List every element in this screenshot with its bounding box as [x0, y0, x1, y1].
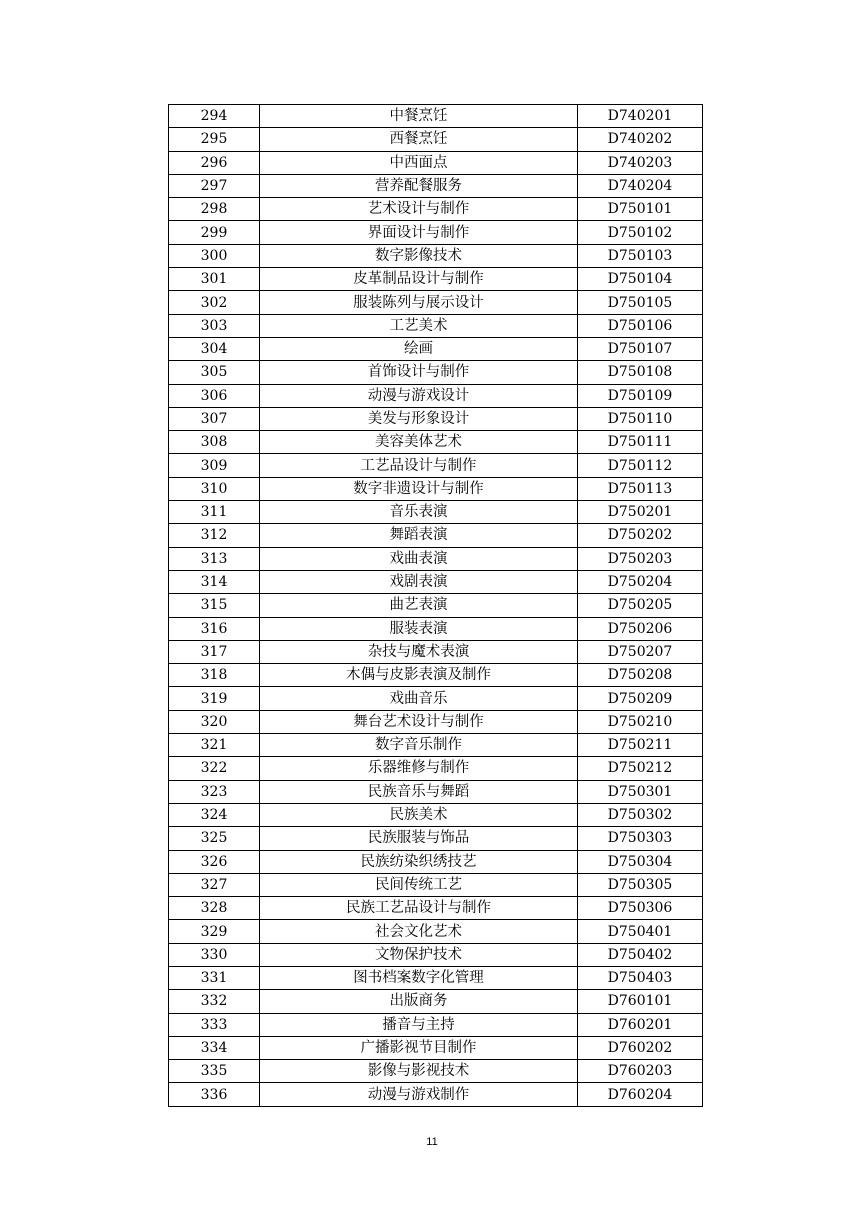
table-row — [169, 477, 703, 500]
table-row — [169, 431, 703, 454]
row-number-cell: 314 — [169, 570, 260, 593]
major-name-cell: 绘画 — [260, 337, 578, 360]
row-number-cell: 308 — [169, 431, 260, 454]
major-name-cell: 动漫与游戏制作 — [260, 1083, 578, 1106]
table-row — [169, 221, 703, 244]
major-code-cell: D750206 — [578, 617, 703, 640]
row-number-cell: 311 — [169, 501, 260, 524]
row-number-cell: 330 — [169, 943, 260, 966]
table-row — [169, 337, 703, 360]
row-number-cell: 296 — [169, 151, 260, 174]
table-row — [169, 873, 703, 896]
major-code-cell: D750204 — [578, 570, 703, 593]
major-name-cell: 杂技与魔术表演 — [260, 640, 578, 663]
major-name-cell: 美发与形象设计 — [260, 407, 578, 430]
major-name-cell: 艺术设计与制作 — [260, 198, 578, 221]
major-code-cell: D750306 — [578, 897, 703, 920]
table-row — [169, 570, 703, 593]
major-name-cell: 服装表演 — [260, 617, 578, 640]
major-code-table — [168, 104, 703, 1107]
table-row — [169, 1083, 703, 1106]
major-code-cell: D750205 — [578, 594, 703, 617]
row-number-cell: 304 — [169, 337, 260, 360]
major-name-cell: 戏曲音乐 — [260, 687, 578, 710]
major-code-cell: D750304 — [578, 850, 703, 873]
table-row — [169, 710, 703, 733]
major-code-cell: D750301 — [578, 780, 703, 803]
row-number-cell: 327 — [169, 873, 260, 896]
major-code-cell: D750202 — [578, 524, 703, 547]
major-name-cell: 工艺品设计与制作 — [260, 454, 578, 477]
major-name-cell: 皮革制品设计与制作 — [260, 268, 578, 291]
row-number-cell: 328 — [169, 897, 260, 920]
major-code-cell: D740203 — [578, 151, 703, 174]
table-row — [169, 827, 703, 850]
table-row — [169, 314, 703, 337]
major-name-cell: 音乐表演 — [260, 501, 578, 524]
major-name-cell: 木偶与皮影表演及制作 — [260, 664, 578, 687]
major-code-cell: D750105 — [578, 291, 703, 314]
row-number-cell: 316 — [169, 617, 260, 640]
major-code-cell: D750303 — [578, 827, 703, 850]
table-row — [169, 780, 703, 803]
major-name-cell: 民族工艺品设计与制作 — [260, 897, 578, 920]
major-name-cell: 民族纺染织绣技艺 — [260, 850, 578, 873]
major-code-cell: D750109 — [578, 384, 703, 407]
major-name-cell: 民族音乐与舞蹈 — [260, 780, 578, 803]
major-name-cell: 民间传统工艺 — [260, 873, 578, 896]
row-number-cell: 323 — [169, 780, 260, 803]
table-row — [169, 268, 703, 291]
major-code-cell: D740201 — [578, 105, 703, 128]
major-name-cell: 中西面点 — [260, 151, 578, 174]
major-code-cell: D750210 — [578, 710, 703, 733]
row-number-cell: 300 — [169, 244, 260, 267]
row-number-cell: 295 — [169, 128, 260, 151]
row-number-cell: 299 — [169, 221, 260, 244]
table-body — [169, 105, 703, 1107]
major-name-cell: 营养配餐服务 — [260, 174, 578, 197]
table-row — [169, 501, 703, 524]
major-code-cell: D750212 — [578, 757, 703, 780]
major-name-cell: 数字非遗设计与制作 — [260, 477, 578, 500]
row-number-cell: 302 — [169, 291, 260, 314]
major-code-cell: D760203 — [578, 1060, 703, 1083]
table-row — [169, 198, 703, 221]
table-row — [169, 850, 703, 873]
table-row — [169, 454, 703, 477]
major-code-cell: D760202 — [578, 1036, 703, 1059]
major-code-cell: D750201 — [578, 501, 703, 524]
row-number-cell: 318 — [169, 664, 260, 687]
major-name-cell: 工艺美术 — [260, 314, 578, 337]
row-number-cell: 333 — [169, 1013, 260, 1036]
major-name-cell: 服装陈列与展示设计 — [260, 291, 578, 314]
major-code-cell: D750402 — [578, 943, 703, 966]
table-row — [169, 687, 703, 710]
major-name-cell: 西餐烹饪 — [260, 128, 578, 151]
major-name-cell: 民族美术 — [260, 803, 578, 826]
page-number: 11 — [426, 1136, 438, 1148]
major-name-cell: 播音与主持 — [260, 1013, 578, 1036]
major-name-cell: 数字音乐制作 — [260, 734, 578, 757]
major-name-cell: 曲艺表演 — [260, 594, 578, 617]
table-row — [169, 920, 703, 943]
row-number-cell: 332 — [169, 990, 260, 1013]
major-name-cell: 文物保护技术 — [260, 943, 578, 966]
row-number-cell: 315 — [169, 594, 260, 617]
row-number-cell: 331 — [169, 966, 260, 989]
table-row — [169, 291, 703, 314]
major-name-cell: 戏曲表演 — [260, 547, 578, 570]
row-number-cell: 309 — [169, 454, 260, 477]
major-name-cell: 数字影像技术 — [260, 244, 578, 267]
major-code-cell: D750103 — [578, 244, 703, 267]
table-row — [169, 384, 703, 407]
row-number-cell: 307 — [169, 407, 260, 430]
major-name-cell: 美容美体艺术 — [260, 431, 578, 454]
row-number-cell: 306 — [169, 384, 260, 407]
major-code-cell: D750106 — [578, 314, 703, 337]
major-name-cell: 首饰设计与制作 — [260, 361, 578, 384]
row-number-cell: 324 — [169, 803, 260, 826]
row-number-cell: 312 — [169, 524, 260, 547]
row-number-cell: 297 — [169, 174, 260, 197]
row-number-cell: 301 — [169, 268, 260, 291]
table-row — [169, 524, 703, 547]
table-row — [169, 244, 703, 267]
row-number-cell: 329 — [169, 920, 260, 943]
major-code-cell: D750403 — [578, 966, 703, 989]
row-number-cell: 334 — [169, 1036, 260, 1059]
major-name-cell: 舞蹈表演 — [260, 524, 578, 547]
major-name-cell: 动漫与游戏设计 — [260, 384, 578, 407]
major-code-cell: D740202 — [578, 128, 703, 151]
row-number-cell: 298 — [169, 198, 260, 221]
table-row — [169, 664, 703, 687]
table-row — [169, 966, 703, 989]
table-row — [169, 547, 703, 570]
table-row — [169, 943, 703, 966]
major-name-cell: 民族服装与饰品 — [260, 827, 578, 850]
table-row — [169, 1036, 703, 1059]
major-code-cell: D750113 — [578, 477, 703, 500]
row-number-cell: 326 — [169, 850, 260, 873]
major-code-cell: D750305 — [578, 873, 703, 896]
row-number-cell: 313 — [169, 547, 260, 570]
table-row — [169, 640, 703, 663]
table-row — [169, 151, 703, 174]
major-code-cell: D750203 — [578, 547, 703, 570]
table-row — [169, 734, 703, 757]
major-code-cell: D750111 — [578, 431, 703, 454]
row-number-cell: 325 — [169, 827, 260, 850]
major-code-cell: D760101 — [578, 990, 703, 1013]
table-row — [169, 1013, 703, 1036]
table-row — [169, 990, 703, 1013]
table-row — [169, 1060, 703, 1083]
major-code-cell: D760201 — [578, 1013, 703, 1036]
major-code-cell: D750207 — [578, 640, 703, 663]
row-number-cell: 305 — [169, 361, 260, 384]
row-number-cell: 303 — [169, 314, 260, 337]
table-row — [169, 617, 703, 640]
row-number-cell: 319 — [169, 687, 260, 710]
major-code-cell: D750302 — [578, 803, 703, 826]
major-name-cell: 出版商务 — [260, 990, 578, 1013]
major-code-cell: D750401 — [578, 920, 703, 943]
major-name-cell: 影像与影视技术 — [260, 1060, 578, 1083]
row-number-cell: 317 — [169, 640, 260, 663]
major-code-cell: D750104 — [578, 268, 703, 291]
major-name-cell: 中餐烹饪 — [260, 105, 578, 128]
row-number-cell: 321 — [169, 734, 260, 757]
table-row — [169, 594, 703, 617]
major-code-cell: D750110 — [578, 407, 703, 430]
major-code-cell: D750211 — [578, 734, 703, 757]
major-code-cell: D750208 — [578, 664, 703, 687]
table-row — [169, 105, 703, 128]
major-name-cell: 社会文化艺术 — [260, 920, 578, 943]
major-name-cell: 乐器维修与制作 — [260, 757, 578, 780]
major-name-cell: 界面设计与制作 — [260, 221, 578, 244]
table-row — [169, 128, 703, 151]
table-row — [169, 897, 703, 920]
major-code-cell: D750209 — [578, 687, 703, 710]
table-row — [169, 803, 703, 826]
row-number-cell: 322 — [169, 757, 260, 780]
major-name-cell: 舞台艺术设计与制作 — [260, 710, 578, 733]
major-code-cell: D750102 — [578, 221, 703, 244]
table-row — [169, 407, 703, 430]
table-row — [169, 361, 703, 384]
major-code-cell: D750107 — [578, 337, 703, 360]
row-number-cell: 320 — [169, 710, 260, 733]
row-number-cell: 310 — [169, 477, 260, 500]
row-number-cell: 294 — [169, 105, 260, 128]
table-row — [169, 757, 703, 780]
major-name-cell: 图书档案数字化管理 — [260, 966, 578, 989]
table-row — [169, 174, 703, 197]
major-name-cell: 戏剧表演 — [260, 570, 578, 593]
row-number-cell: 336 — [169, 1083, 260, 1106]
major-code-cell: D740204 — [578, 174, 703, 197]
major-code-cell: D750112 — [578, 454, 703, 477]
major-code-cell: D750108 — [578, 361, 703, 384]
row-number-cell: 335 — [169, 1060, 260, 1083]
major-name-cell: 广播影视节目制作 — [260, 1036, 578, 1059]
major-code-cell: D750101 — [578, 198, 703, 221]
major-code-cell: D760204 — [578, 1083, 703, 1106]
